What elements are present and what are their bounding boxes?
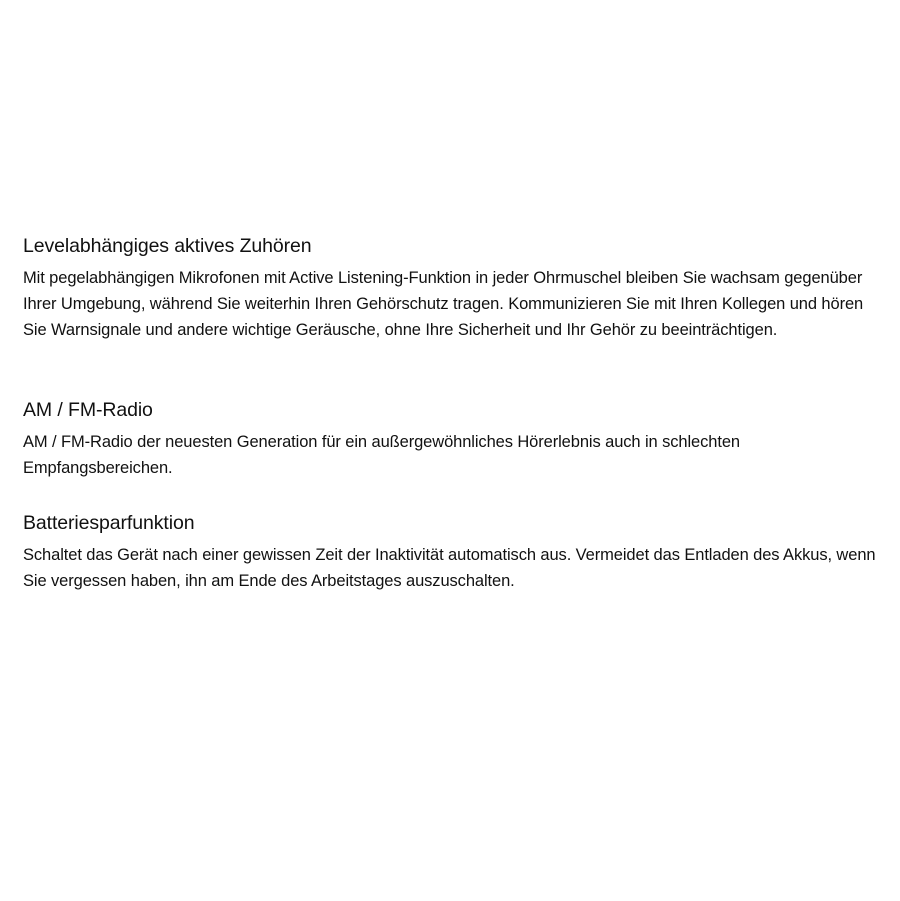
feature-section-battery-saver [23,508,889,594]
feature-description: Mit pegelabhängigen Mikrofonen mit Active Listening-Funktion in jeder Ohrmuschel bleiben Sie wachsam gegenüber Ihrer Umgebung, während Sie weiterhin Ihren Gehörschutz tragen. Kommunizieren Sie mit Ihren Kollegen und hören Sie Warnsignale und andere wichtige Geräusche, ohne Ihre Sicherheit und Ihr Gehör zu beeinträchtigen. [23,269,864,339]
feature-description: Schaltet das Gerät nach einer gewissen Zeit der Inaktivität automatisch aus. Vermeidet das Entladen des Akkus, wenn Sie vergessen haben, ihn am Ende des Arbeitstages auszuschalten. [23,546,876,590]
feature-title: Levelabhängiges aktives Zuhören [23,235,312,257]
feature-section-active-listening [23,231,889,343]
feature-description: AM / FM-Radio der neuesten Generation für ein außergewöhnliches Hörerlebnis auch in schlechten Empfangsbereichen. [23,433,740,477]
feature-title: Batteriesparfunktion [23,512,195,534]
feature-list [23,231,889,594]
feature-title: AM / FM-Radio [23,399,153,421]
feature-section-radio [23,395,889,481]
